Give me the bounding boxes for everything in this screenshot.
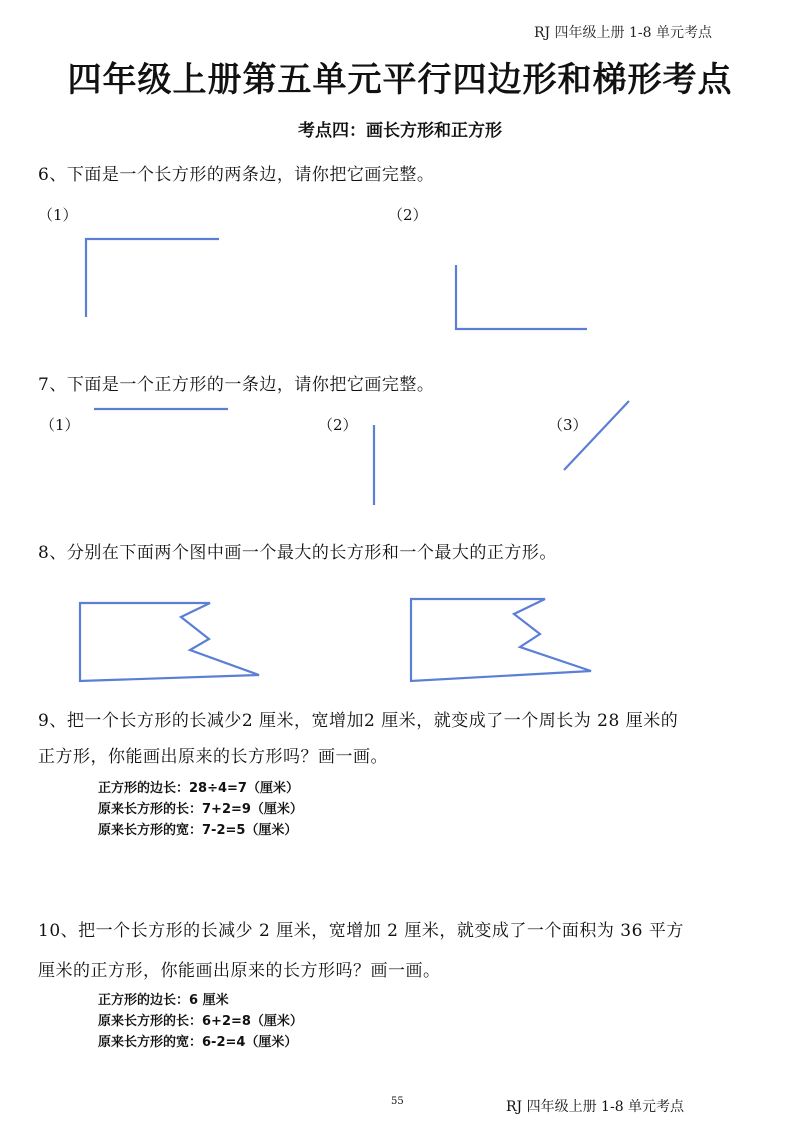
page-number: 55	[391, 1096, 404, 1107]
q10-answer-line: 原来长方形的宽：6-2=4（厘米）	[98, 1035, 298, 1050]
question-10-line-2: 厘米的正方形，你能画出原来的长方形吗？画一画。	[38, 961, 441, 981]
question-7-text: 7、下面是一个正方形的一条边，请你把它画完整。	[38, 375, 435, 395]
q9-answer-line: 原来长方形的长：7+2=9（厘米）	[98, 802, 303, 817]
q8-fig1-shape	[80, 603, 259, 681]
q7-fig3-square-side	[564, 401, 629, 470]
q9-answer-block	[98, 778, 303, 841]
q9-answer-line: 原来长方形的宽：7-2=5（厘米）	[98, 823, 298, 838]
question-8-text: 8、分别在下面两个图中画一个最大的长方形和一个最大的正方形。	[38, 543, 557, 563]
q7-label-2: （2）	[318, 416, 358, 434]
section-subtitle: 考点四：画长方形和正方形	[298, 121, 502, 141]
q7-label-3: （3）	[548, 416, 588, 434]
q6-label-2: （2）	[388, 206, 428, 224]
question-6-text: 6、下面是一个长方形的两条边，请你把它画完整。	[38, 165, 435, 185]
q6-fig2-rect-edges	[456, 265, 587, 329]
q8-fig2-shape	[411, 599, 591, 681]
q6-label-1: （1）	[38, 206, 78, 224]
question-9-line-1: 9、把一个长方形的长减少2 厘米，宽增加2 厘米，就变成了一个周长为 28 厘米的	[38, 711, 679, 731]
page-title: 四年级上册第五单元平行四边形和梯形考点	[67, 60, 733, 100]
q10-answer-block	[98, 990, 303, 1053]
footer-note: RJ 四年级上册 1-8 单元考点	[506, 1099, 685, 1115]
question-10-line-1: 10、把一个长方形的长减少 2 厘米，宽增加 2 厘米，就变成了一个面积为 36 平方	[38, 921, 684, 941]
q10-answer-line: 原来长方形的长：6+2=8（厘米）	[98, 1014, 303, 1029]
question-9-line-2: 正方形，你能画出原来的长方形吗？画一画。	[38, 747, 388, 767]
q7-label-1: （1）	[40, 416, 80, 434]
header-note: RJ 四年级上册 1-8 单元考点	[533, 25, 712, 41]
q10-answer-line: 正方形的边长：6 厘米	[98, 993, 229, 1008]
q6-fig1-rect-edges	[86, 239, 219, 317]
q9-answer-line: 正方形的边长：28÷4=7（厘米）	[98, 781, 299, 796]
